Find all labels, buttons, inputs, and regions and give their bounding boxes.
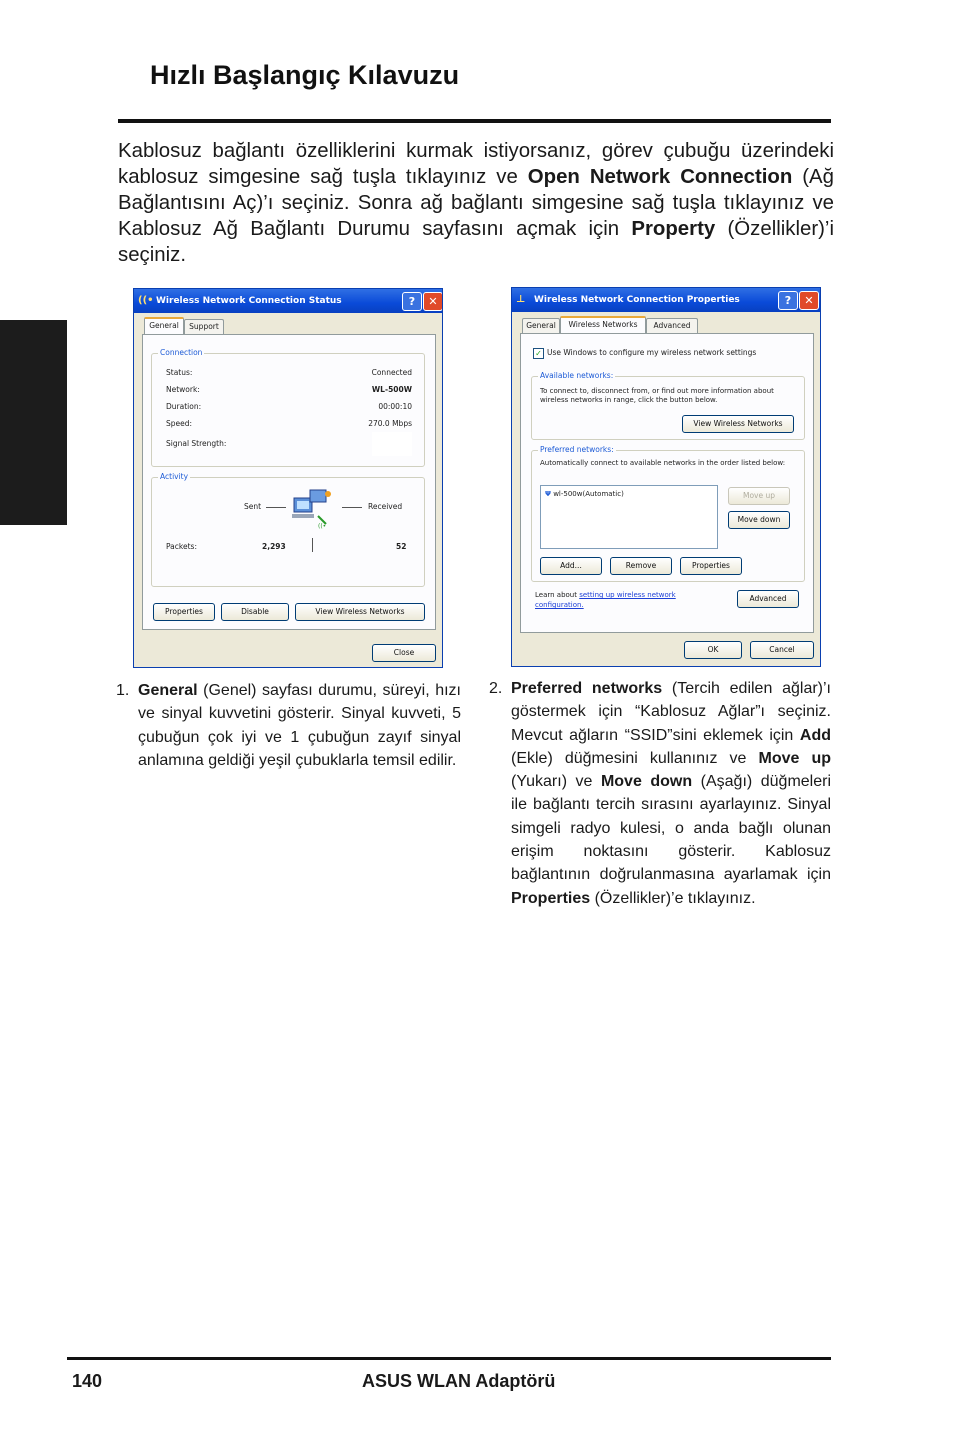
preferred-network-item-label: wl-500w(Automatic) [553,490,624,498]
packets-received-value: 52 [396,542,407,551]
sent-line [266,507,286,508]
step-2-bold-move-down: Move down [600,773,693,791]
preferred-networks-text: Automatically connect to available networks in the order listed below: [540,459,786,467]
page-number: 140 [72,1371,103,1391]
activity-group-label: Activity [160,472,189,481]
use-windows-checkbox[interactable]: ✓ [533,348,544,359]
packets-divider [312,538,313,552]
preferred-networks-label: Preferred networks: [540,445,614,454]
disable-button[interactable]: Disable [221,603,289,621]
speed-value: 270.0 Mbps [368,419,412,428]
received-label: Received [368,502,403,511]
network-label: Network: [166,385,200,394]
learn-about-text [535,590,705,610]
preferred-networks-group [531,445,805,582]
intro-text-1: Kablosuz bağlantı özelliklerini kurmak istiyorsanız, görev çubuğu üzerindeki kablosuz simgesine sağ tuşla tıklayınız ve [118,140,834,188]
step-2-bold-preferred: Preferred networks [511,680,663,697]
intro-text-2: (Ağ Bağlantısını Aç)’ı seçiniz. Sonra ağ bağlantı simgesine sağ tuşla tıklayınız ve Kablosuz Ağ Bağlantı Durumu sayfasını açmak için [118,166,835,240]
intro-paragraph [118,138,834,268]
step-2-text-3: (Yukarı) ve [511,773,601,791]
available-networks-text: To connect to, disconnect from, or find out more information about wireless networks in range, click the button below. [540,387,774,404]
learn-about-link[interactable]: setting up wireless network configuration. [535,591,676,609]
status-label: Status: [166,368,193,377]
tab-support[interactable]: Support [184,319,224,334]
footer-title: ASUS WLAN Adaptörü [362,1371,556,1391]
packets-label: Packets: [166,542,197,551]
add-button[interactable]: Add... [540,557,602,575]
language-label: Türkçe [30,707,47,757]
intro-bold-open-network: Open Network Connection [527,166,793,188]
connection-group-label: Connection [160,348,203,357]
tab-wireless-networks[interactable]: Wireless Networks [560,316,646,335]
packets-sent-value: 2,293 [262,542,286,551]
antenna-icon: Ψ [545,490,551,498]
step-2-number: 2. [489,680,503,697]
step-1-number: 1. [116,682,130,699]
network-value: WL-500W [371,385,412,394]
activity-group [151,472,425,587]
tab-general[interactable]: General [522,318,560,333]
wireless-panel [520,333,814,633]
cancel-button[interactable]: Cancel [750,641,814,659]
title-rule [118,119,831,123]
status-dialog-titlebar [134,289,442,313]
move-up-button[interactable]: Move up [728,487,790,505]
step-1-bold-general: General [138,682,198,699]
step-1-text: (Genel) sayfası durumu, süreyi, hızı ve sinyal kuvvetini gösterir. Sinyal kuvveti, 5 çubuğun çok iyi ve 1 çubuğun zayıf sinyal anlamına geldiği yeşil çubuklarla temsil edilir. [138,682,461,769]
properties-dialog-titlebar [512,288,820,312]
step-1 [116,679,461,772]
properties-dialog-title: Wireless Network Connection Properties [534,295,740,305]
received-line [342,507,362,508]
status-value: Connected [371,368,412,377]
footer-rule [67,1357,831,1360]
duration-label: Duration: [166,402,202,411]
preferred-networks-list[interactable] [540,485,718,549]
network-connection-icon: ⊥ [516,294,526,305]
connection-group [151,348,425,467]
properties-dialog [511,287,821,667]
speed-label: Speed: [166,419,193,428]
intro-text-3: (Özellikler)’i seçiniz. [118,218,834,266]
view-wireless-networks-button[interactable]: View Wireless Networks [682,415,794,433]
close-icon[interactable]: ✕ [423,292,443,311]
status-dialog-title: Wireless Network Connection Status [156,296,342,306]
status-panel [142,334,436,630]
properties-button[interactable]: Properties [153,603,215,621]
learn-about-prefix: Learn about [535,591,580,599]
help-button[interactable]: ? [778,291,798,310]
duration-value: 00:00:10 [378,402,412,411]
step-2 [489,677,832,910]
page-title: Hızlı Başlangıç Kılavuzu [150,60,460,90]
preferred-network-item[interactable] [545,490,624,498]
wireless-signal-icon: ((• [138,295,154,306]
step-2-text-5: (Özellikler)’e tıklayınız. [590,889,756,907]
properties-button[interactable]: Properties [680,557,742,575]
step-2-text-2: (Ekle) düğmesini kullanınız ve [511,749,759,767]
step-2-bold-move-up: Move up [758,749,831,767]
available-networks-group [531,371,805,440]
move-down-button[interactable]: Move down [728,511,790,529]
signal-strength-label: Signal Strength: [166,439,227,448]
network-computers-icon [288,486,336,530]
status-dialog [133,288,443,668]
sent-label: Sent [244,502,262,511]
step-2-bold-add: Add [799,726,831,744]
ok-button[interactable]: OK [684,641,742,659]
svg-text:((•: ((• [318,523,327,530]
signal-strength-area [372,432,412,456]
remove-button[interactable]: Remove [610,557,672,575]
available-networks-label: Available networks: [540,371,614,380]
close-icon[interactable]: ✕ [799,291,819,310]
tab-general[interactable]: General [144,317,184,336]
step-2-text-4: (Aşağı) düğmeleri ile bağlantı tercih sırasını ayarlayınız. Sinyal simgeli radyo kulesi, o anda bağlı olunan erişim noktasını gösterir. Kablosuz bağlantının doğrulanmasına ayarlamak için [511,773,832,884]
use-windows-label: Use Windows to configure my wireless network settings [547,348,757,357]
help-button[interactable]: ? [402,292,422,311]
advanced-button[interactable]: Advanced [737,590,799,608]
step-2-bold-properties: Properties [511,889,591,907]
intro-bold-property: Property [631,218,716,240]
close-button[interactable]: Close [372,644,436,662]
tab-advanced[interactable]: Advanced [646,318,698,333]
view-wireless-networks-button[interactable]: View Wireless Networks [295,603,425,621]
step-2-text-1: (Tercih edilen ağlar)’ı göstermek için “Kablosuz Ağlar”ı seçiniz. Mevcut ağların “SSID”sini eklemek için [511,680,831,744]
